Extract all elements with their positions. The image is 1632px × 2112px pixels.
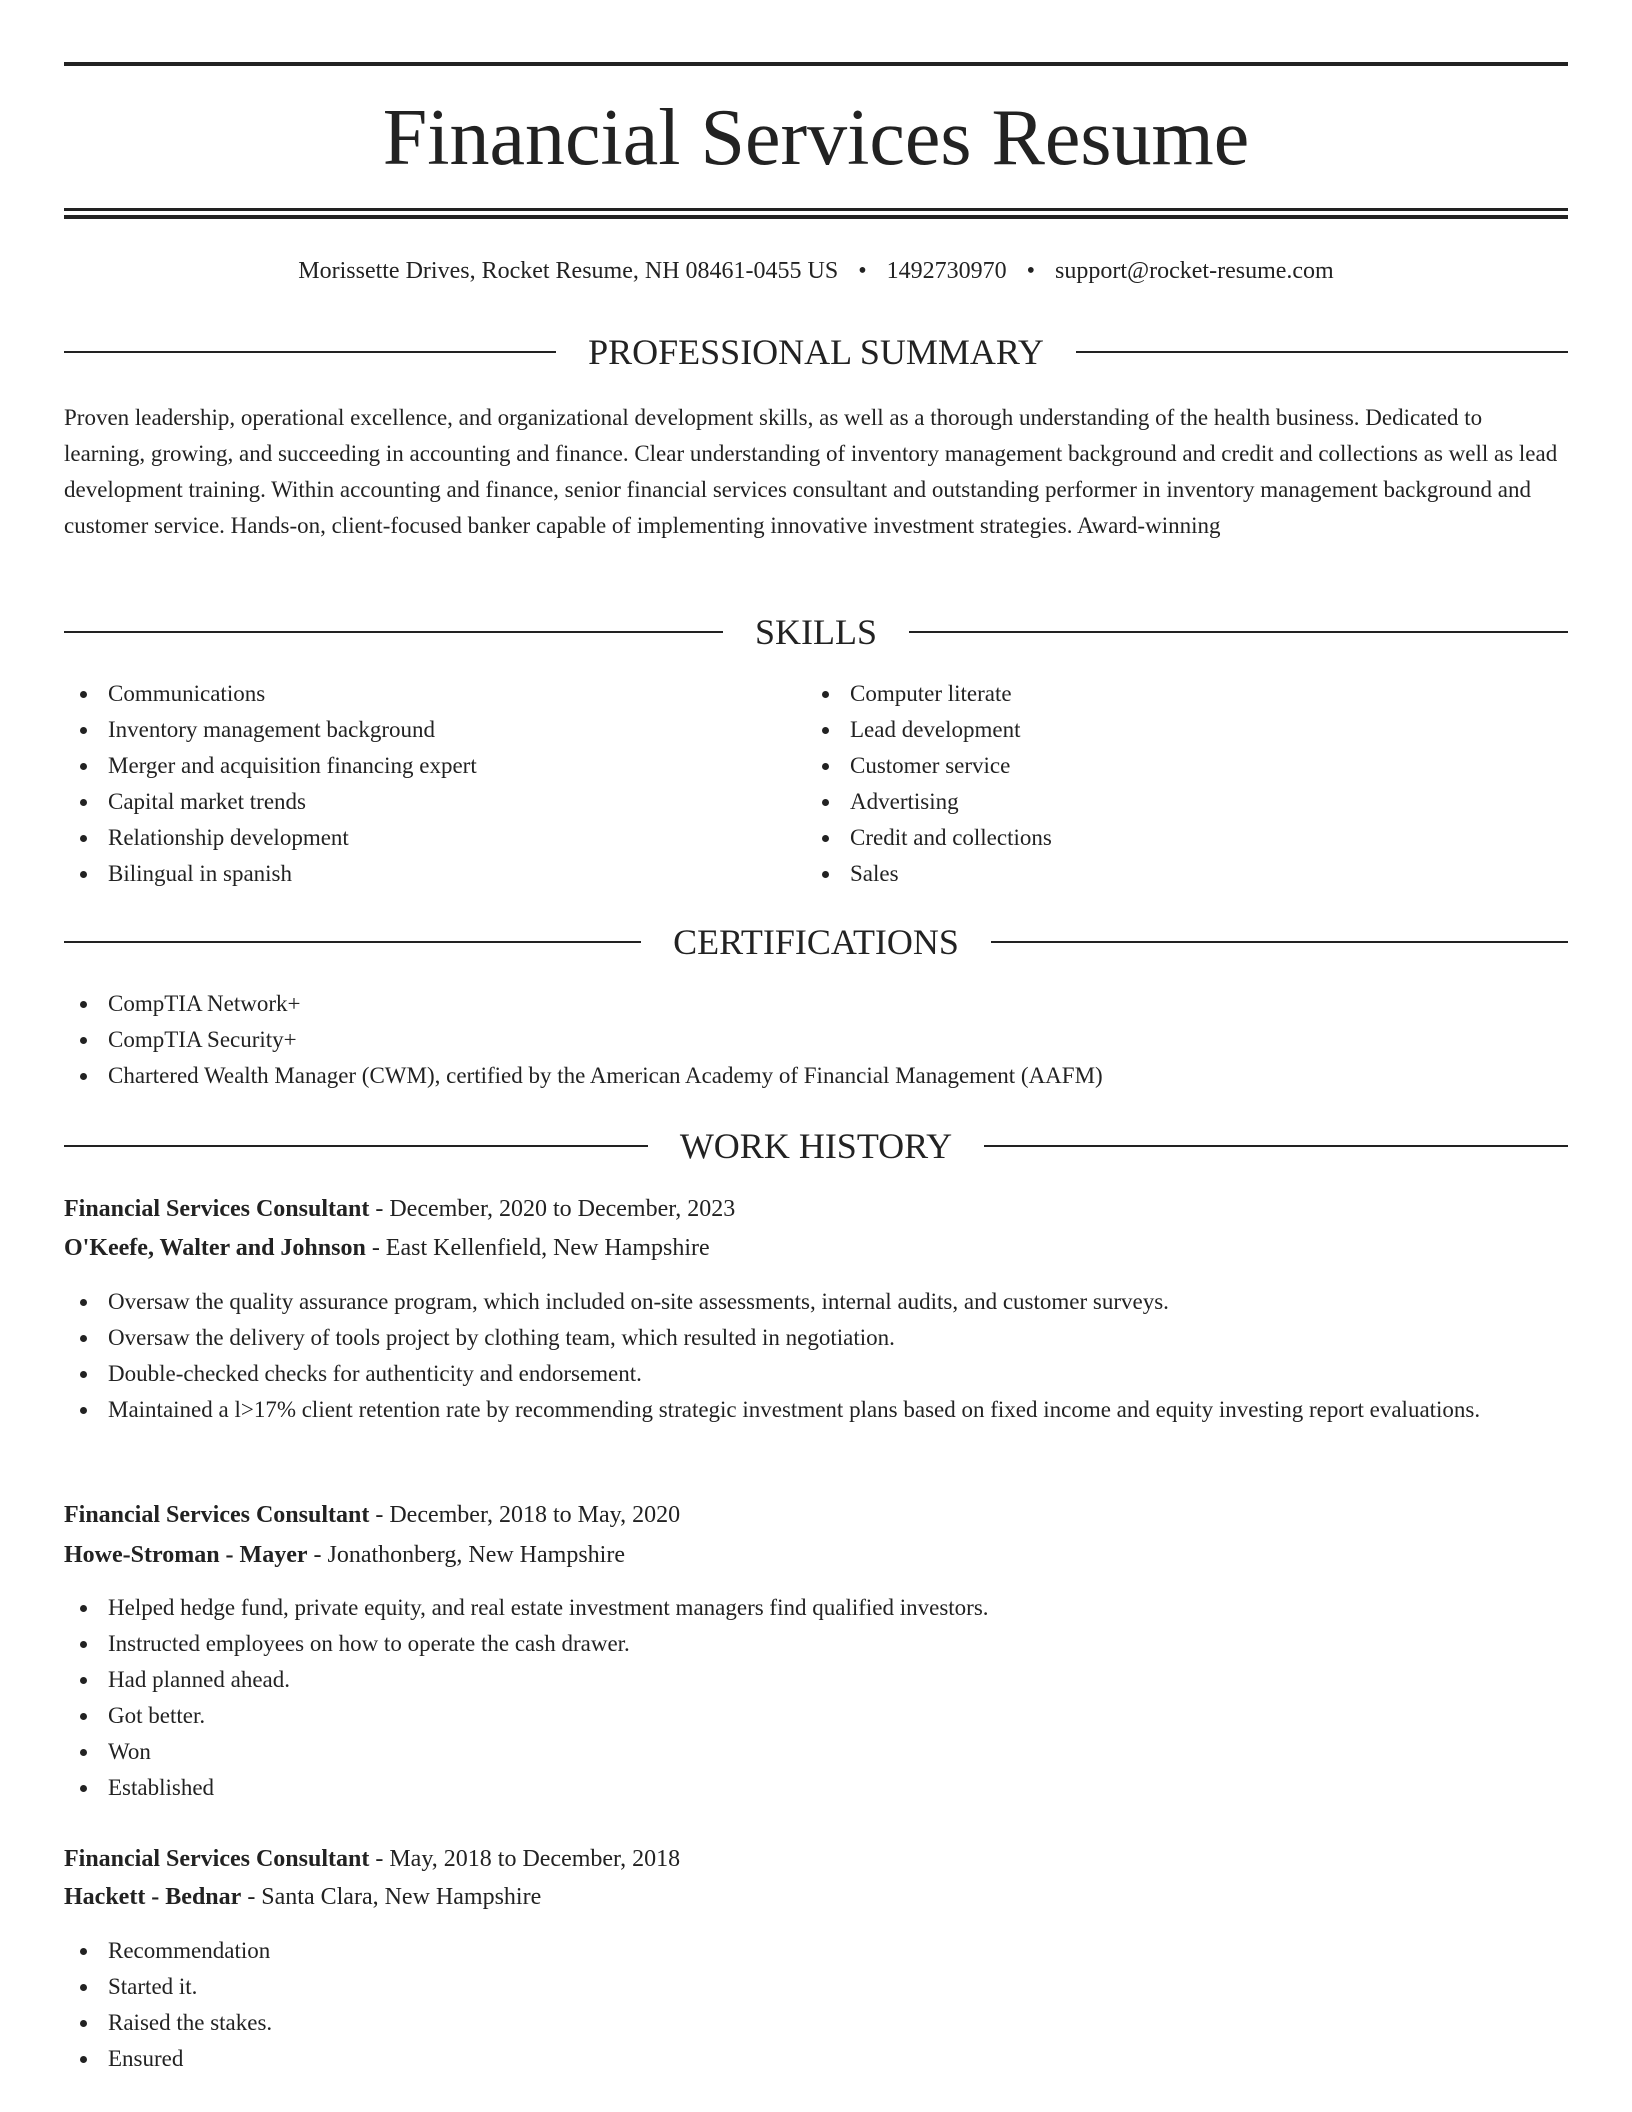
list-item-text: Had planned ahead. [108,1667,291,1692]
bullet-dot-icon [80,1299,87,1306]
list-item [64,748,804,784]
bullet-dot-icon [80,1713,87,1720]
list-item [64,1662,1514,1698]
section-title: WORK HISTORY [679,1126,953,1166]
list-item [806,748,1546,784]
list-item-text: Established [108,1775,215,1800]
section-header-skills [64,612,1568,652]
section-rule [64,351,556,353]
list-item-text: Ensured [108,2046,184,2071]
contact-address: Morissette Drives, Rocket Resume, NH 08461-0455 US [298,258,839,284]
bullet-dot-icon [80,1001,87,1008]
section-header-work-history [64,1126,1568,1166]
job-dates: - December, 2018 to May, 2020 [375,1502,681,1528]
list-item [64,1933,1514,1969]
job-company-line [64,1879,541,1915]
list-item [64,784,804,820]
bullet-dot-icon [80,727,87,734]
section-rule [991,941,1568,943]
job-title: Financial Services Consultant [64,1846,370,1872]
job-company: Hackett - Bednar [64,1884,242,1910]
list-item [64,820,804,856]
summary-text: Proven leadership, operational excellence, and organizational development skills, as well as a thorough understanding of the health business. Dedicated to learning, growing, and succeeding in accounting and finance. Clear understanding of inventory management background and credit and collections as well as lead development training. Within accounting and finance, senior financial services consultant and outstanding performer in inventory management background and customer service. Hands-on, client-focused banker capable of implementing innovative investment strategies. Award-winning [64,405,1558,538]
top-rule [64,62,1568,66]
list-item-text: Chartered Wealth Manager (CWM), certified by the American Academy of Financial Management (AAFM) [108,1063,1103,1088]
list-item [64,1356,1514,1392]
job-title-line [64,1841,680,1877]
list-item [64,1770,1514,1806]
list-item [806,856,1546,892]
list-item-text: Communications [108,681,266,706]
list-item-text: CompTIA Network+ [108,991,301,1016]
list-item-text: Relationship development [108,825,349,850]
bullet-dot-icon [80,1605,87,1612]
list-item-text: Maintained a l>17% client retention rate by recommending strategic investment plans based on fixed income and equity investing report evaluations. [108,1397,1481,1422]
list-item-text: Won [108,1739,151,1764]
job-dates: - December, 2020 to December, 2023 [375,1196,736,1222]
list-item-text: Credit and collections [850,825,1052,850]
list-item-text: Inventory management background [108,717,435,742]
list-item [64,1320,1514,1356]
job-dates: - May, 2018 to December, 2018 [375,1846,681,1872]
bullet-dot-icon [80,1407,87,1414]
contact-phone: 1492730970 [886,258,1007,284]
section-rule [984,1145,1568,1147]
bullet-dot-icon [80,763,87,770]
skills-list-left [64,676,804,892]
bullet-dot-icon [80,1371,87,1378]
bullet-dot-icon [80,1641,87,1648]
section-title: CERTIFICATIONS [673,922,959,962]
list-item [64,1058,1568,1094]
list-item-text: Oversaw the quality assurance program, which included on-site assessments, internal audits, and customer surveys. [108,1289,1169,1314]
section-rule [64,631,723,633]
title-rule-lower [64,215,1568,219]
bullet-dot-icon [80,1335,87,1342]
job-title: Financial Services Consultant [64,1196,370,1222]
section-header-certifications [64,922,1568,962]
section-header-summary [64,332,1568,372]
bullet-dot-icon [822,691,829,698]
skills-list-right [806,676,1546,892]
list-item [64,1734,1514,1770]
contact-line [64,256,1568,286]
list-item [64,856,804,892]
job-bullets [64,1590,1514,1806]
list-item-text: Helped hedge fund, private equity, and real estate investment managers find qualified investors. [108,1595,989,1620]
job-company: Howe-Stroman - Mayer [64,1542,308,1568]
job-title-line [64,1497,680,1533]
list-item-text: Bilingual in spanish [108,861,292,886]
bullet-dot-icon [80,1749,87,1756]
job-bullets [64,1284,1514,1428]
list-item [64,1392,1514,1428]
list-item [64,1022,1568,1058]
bullet-dot-icon [822,763,829,770]
bullet-dot-icon [822,799,829,806]
list-item [806,784,1546,820]
list-item-text: Advertising [850,789,959,814]
list-item-text: Instructed employees on how to operate the cash drawer. [108,1631,630,1656]
job-company: O'Keefe, Walter and Johnson [64,1235,366,1261]
job-company-line [64,1230,710,1266]
bullet-dot-icon [80,1037,87,1044]
bullet-dot-icon [80,691,87,698]
section-title: PROFESSIONAL SUMMARY [588,332,1044,372]
list-item [64,676,804,712]
bullet-dot-icon [80,2056,87,2063]
job-title-line [64,1191,735,1227]
list-item-text: Recommendation [108,1938,271,1963]
list-item-text: Lead development [850,717,1021,742]
title-rule-upper [64,208,1568,211]
list-item-text: Sales [850,861,899,886]
list-item [806,820,1546,856]
list-item [64,1590,1514,1626]
bullet-dot-icon [80,1785,87,1792]
list-item [64,712,804,748]
section-rule [1076,351,1568,353]
list-item [64,2005,1514,2041]
list-item [64,1284,1514,1320]
list-item-text: Raised the stakes. [108,2010,273,2035]
list-item [64,2041,1514,2077]
job-bullets [64,1933,1514,2077]
bullet-dot-icon [80,1073,87,1080]
list-item-text: Computer literate [850,681,1012,706]
list-item-text: Customer service [850,753,1011,778]
bullet-dot-icon [822,871,829,878]
section-rule [64,941,641,943]
list-item [64,1969,1514,2005]
list-item-text: Got better. [108,1703,206,1728]
job-location: - Jonathonberg, New Hampshire [313,1542,625,1568]
list-item-text: Merger and acquisition financing expert [108,753,477,778]
contact-email: support@rocket-resume.com [1055,258,1334,284]
list-item-text: Oversaw the delivery of tools project by clothing team, which resulted in negotiation. [108,1325,895,1350]
job-location: - East Kellenfield, New Hampshire [371,1235,710,1261]
list-item [806,676,1546,712]
list-item-text: Started it. [108,1974,198,1999]
bullet-dot-icon [80,835,87,842]
bullet-dot-icon [822,727,829,734]
list-item [64,1626,1514,1662]
job-title: Financial Services Consultant [64,1502,370,1528]
list-item-text: Capital market trends [108,789,306,814]
bullet-dot-icon [80,2020,87,2027]
resume-title: Financial Services Resume [382,94,1250,182]
job-location: - Santa Clara, New Hampshire [247,1884,542,1910]
bullet-dot-icon [80,799,87,806]
contact-separator: • [858,258,867,284]
list-item-text: CompTIA Security+ [108,1027,297,1052]
bullet-dot-icon [80,871,87,878]
bullet-dot-icon [822,835,829,842]
section-rule [909,631,1568,633]
list-item [64,1698,1514,1734]
certifications-list [64,986,1568,1094]
bullet-dot-icon [80,1984,87,1991]
list-item-text: Double-checked checks for authenticity and endorsement. [108,1361,642,1386]
bullet-dot-icon [80,1948,87,1955]
job-company-line [64,1537,625,1573]
bullet-dot-icon [80,1677,87,1684]
section-title: SKILLS [755,612,878,652]
list-item [806,712,1546,748]
list-item [64,986,1568,1022]
section-rule [64,1145,648,1147]
contact-separator: • [1026,258,1036,284]
